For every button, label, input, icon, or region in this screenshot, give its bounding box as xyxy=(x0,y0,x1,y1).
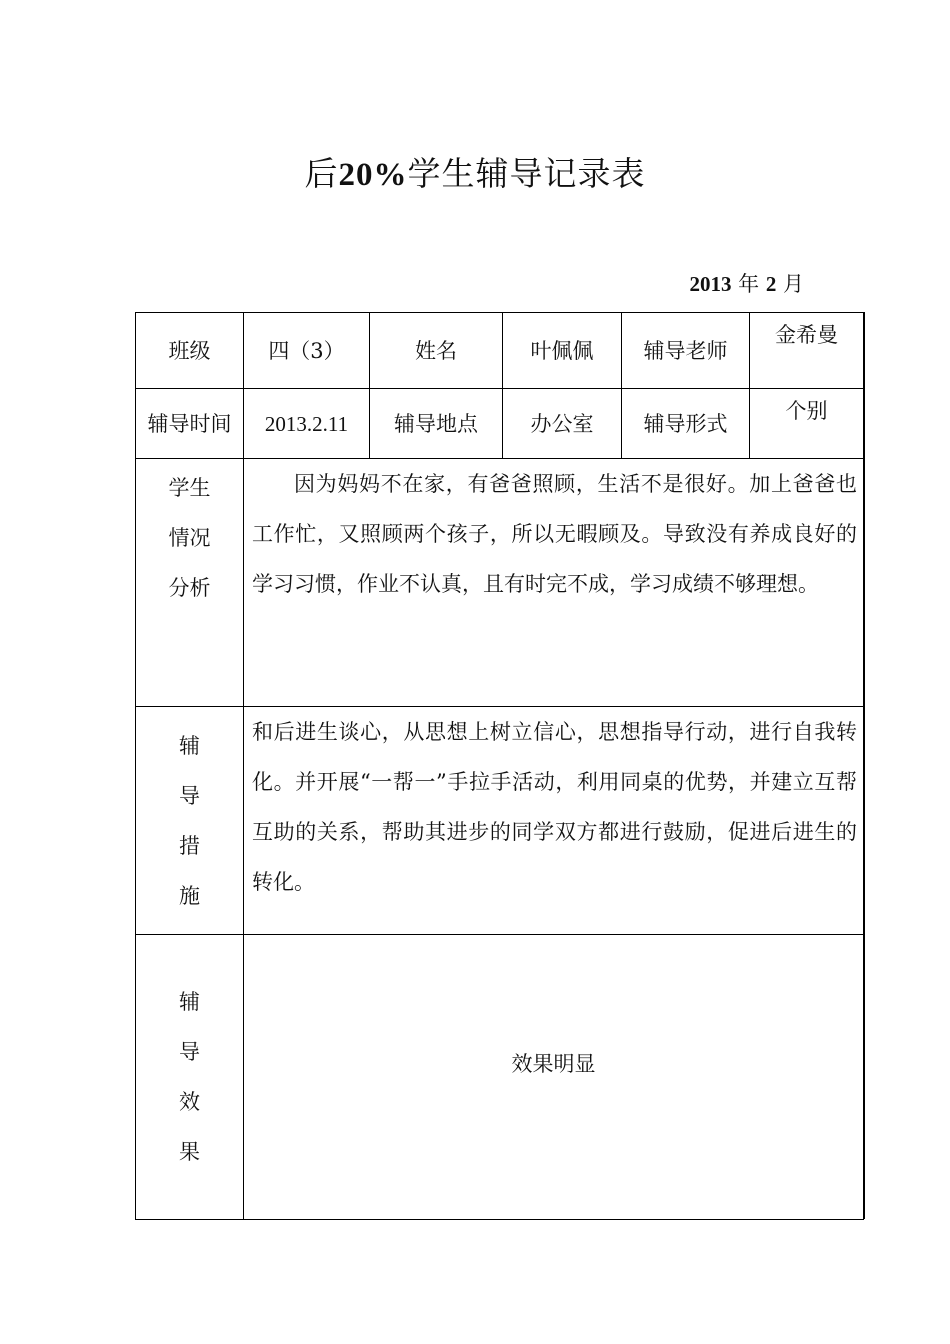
form-value: 个别 xyxy=(750,389,864,459)
analysis-label xyxy=(136,459,244,707)
form-label: 辅导形式 xyxy=(622,389,750,459)
title-percent: 20% xyxy=(338,157,408,193)
class-value: 四（3） xyxy=(244,313,370,389)
measures-text: 和后进生谈心，从思想上树立信心，思想指导行动，进行自我转化。并开展“一帮一”手拉手活动，利用同桌的优势，并建立互帮互助的关系，帮助其进步的同学双方都进行鼓励，促进后进生的转化。 xyxy=(252,720,857,894)
date-year: 2013 xyxy=(689,272,732,296)
teacher-label: 辅导老师 xyxy=(622,313,750,389)
analysis-text: 因为妈妈不在家，有爸爸照顾，生活不是很好。加上爸爸也工作忙，又照顾两个孩子，所以无暇顾及。导致没有养成良好的学习习惯，作业不认真，且有时完不成，学习成绩不够理想。 xyxy=(252,472,857,596)
date-month: 2 xyxy=(765,272,777,296)
title-suffix: 学生辅导记录表 xyxy=(407,154,646,193)
measures-text-cell xyxy=(244,707,864,935)
date-year-unit: 年 xyxy=(738,272,760,296)
name-value: 叶佩佩 xyxy=(503,313,622,389)
table-row-session xyxy=(136,389,864,459)
measures-label-line: 施 xyxy=(179,883,200,908)
table-row-info xyxy=(136,313,864,389)
date-month-unit: 月 xyxy=(783,272,804,296)
table-row-analysis xyxy=(136,459,864,707)
teacher-value: 金希曼 xyxy=(750,313,864,389)
place-value: 办公室 xyxy=(503,389,622,459)
title-prefix: 后 xyxy=(304,154,339,193)
table-row-measures xyxy=(136,707,864,935)
effect-label xyxy=(136,935,244,1220)
table-right-border xyxy=(863,312,865,1219)
effect-label-line: 果 xyxy=(179,1140,200,1164)
effect-label-line: 效 xyxy=(179,1090,200,1114)
measures-label xyxy=(136,707,244,935)
analysis-label-line: 情况 xyxy=(168,526,211,550)
measures-label-line: 辅 xyxy=(179,733,200,758)
place-label: 辅导地点 xyxy=(370,389,503,459)
document-title xyxy=(0,152,950,197)
record-table xyxy=(135,312,864,1220)
effect-text: 效果明显 xyxy=(244,935,864,1220)
time-label: 辅导时间 xyxy=(136,389,244,459)
analysis-label-line: 学生 xyxy=(168,476,211,500)
analysis-text-cell xyxy=(244,459,864,707)
time-value: 2013.2.11 xyxy=(244,389,370,459)
effect-label-line: 辅 xyxy=(179,990,200,1014)
analysis-label-line: 分析 xyxy=(168,576,211,600)
effect-label-line: 导 xyxy=(179,1040,200,1064)
record-date xyxy=(689,268,804,300)
table-row-effect xyxy=(136,935,864,1220)
class-label: 班级 xyxy=(136,313,244,389)
measures-label-line: 措 xyxy=(179,833,200,858)
measures-label-line: 导 xyxy=(179,783,200,808)
name-label: 姓名 xyxy=(370,313,503,389)
